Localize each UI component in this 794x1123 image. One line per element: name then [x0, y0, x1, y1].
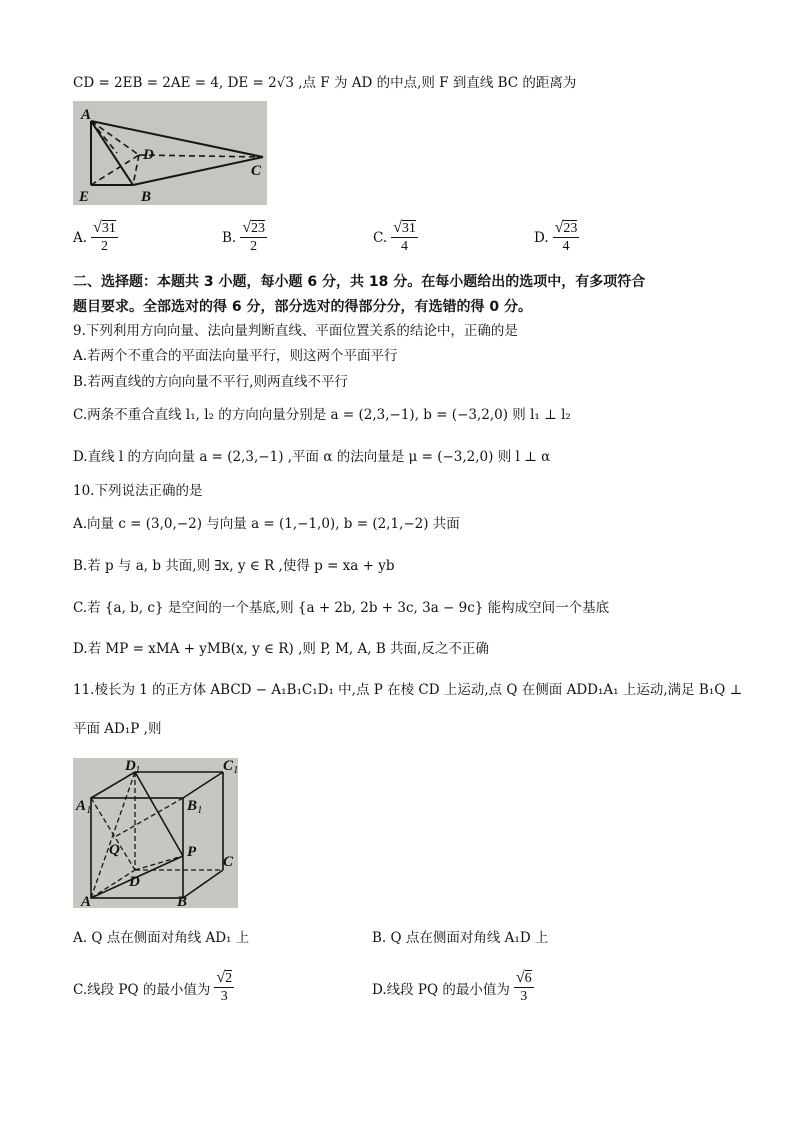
q9-option-d: D.直线 l 的方向向量 a = (2,3,−1) ,平面 α 的法向量是 μ = (−3,2,0) 则 l ⊥ α: [73, 449, 551, 465]
q8-option-b: [222, 220, 267, 255]
option-text: D.线段 PQ 的最小值为: [372, 981, 510, 998]
q10-option-d: D.若 MP = xMA + yMB(x, y ∈ R) ,则 P, M, A, B 共面,反之不正确: [73, 641, 489, 657]
q11-label-a1: A: [76, 798, 87, 814]
q11-option-b: B. Q 点在侧面对角线 A₁D 上: [372, 930, 549, 946]
q8-option-d: [534, 220, 579, 255]
q8-label-a: A: [81, 107, 92, 123]
q11-label-d: D: [129, 874, 140, 890]
section2-line2: 题目要求。全部选对的得 6 分，部分选对的得部分分，有选错的得 0 分。: [73, 299, 532, 315]
subscript: 1: [233, 764, 238, 776]
subscript: 1: [135, 764, 141, 776]
option-label: D.: [534, 229, 549, 246]
subscript: 1: [86, 804, 92, 816]
q11-label-q: Q: [109, 842, 120, 858]
numerator: 31: [101, 221, 116, 236]
fraction: √ 31 2: [93, 219, 116, 254]
numerator: 31: [401, 221, 416, 236]
q11-label-c: C: [223, 854, 234, 870]
q11-figure-svg: [73, 758, 238, 908]
numerator: 23: [563, 221, 578, 236]
q11-option-d: [372, 970, 534, 1005]
q11-label-d1: D: [125, 758, 136, 774]
q9-stem: 9.下列利用方向向量、法向量判断直线、平面位置关系的结论中，正确的是: [73, 323, 518, 339]
q8-label-d: D: [143, 147, 154, 163]
q11-option-c: [73, 970, 234, 1005]
q9-option-a: A.若两个不重合的平面法向量平行，则这两个平面平行: [73, 348, 398, 364]
q8-label-c: C: [251, 163, 262, 179]
q11-label-b1: B: [187, 798, 198, 814]
denominator: 2: [250, 239, 258, 254]
q11-stem: 11.棱长为 1 的正方体 ABCD − A₁B₁C₁D₁ 中,点 P 在棱 CD 上运动,点 Q 在侧面 ADD₁A₁ 上运动,满足 B₁Q ⊥: [73, 682, 743, 698]
q9-option-c: C.两条不重合直线 l₁, l₂ 的方向向量分别是 a = (2,3,−1), b = (−3,2,0) 则 l₁ ⊥ l₂: [73, 407, 571, 423]
numerator: 6: [524, 971, 532, 986]
denominator: 3: [520, 989, 528, 1004]
q8-figure: [73, 101, 267, 205]
q9-option-b: B.若两直线的方向向量不平行,则两直线不平行: [73, 374, 349, 390]
q11-figure: [73, 758, 238, 908]
numerator: 2: [225, 971, 233, 986]
denominator: 2: [100, 239, 108, 254]
q10-option-a: A.向量 c = (3,0,−2) 与向量 a = (1,−1,0), b = (2,1,−2) 共面: [73, 516, 460, 532]
option-label: C.: [373, 229, 388, 246]
fraction: √ 23 2: [242, 219, 265, 254]
q11-label-a: A: [81, 894, 92, 908]
q8-label-b: B: [141, 189, 152, 205]
q11-label-c1: C: [223, 758, 234, 774]
q8-option-c: [373, 220, 418, 255]
denominator: 4: [562, 239, 570, 254]
q10-option-c: C.若 {a, b, c} 是空间的一个基底,则 {a + 2b, 2b + 3c, 3a − 9c} 能构成空间一个基底: [73, 600, 610, 616]
fraction: √ 23 4: [554, 219, 578, 254]
q8-stem: CD = 2EB = 2AE = 4, DE = 2√3 ,点 F 为 AD 的中点,则 F 到直线 BC 的距离为: [73, 75, 577, 91]
q11-label-b: B: [177, 894, 188, 908]
option-label: B.: [222, 229, 237, 246]
q10-stem: 10.下列说法正确的是: [73, 483, 203, 499]
q10-option-b: B.若 p 与 a, b 共面,则 ∃x, y ∈ R ,使得 p = xa + yb: [73, 558, 395, 574]
section2-line1: 二、选择题：本题共 3 小题，每小题 6 分，共 18 分。在每小题给出的选项中，有多项符合: [73, 274, 646, 290]
denominator: 3: [220, 989, 228, 1004]
option-label: A.: [73, 229, 88, 246]
q11-stem2: 平面 AD₁P ,则: [73, 721, 162, 737]
fraction: √ 6 3: [515, 969, 532, 1004]
q8-option-a: [73, 220, 118, 255]
q8-label-e: E: [79, 189, 90, 205]
option-text: C.线段 PQ 的最小值为: [73, 981, 211, 998]
numerator: 23: [251, 221, 265, 236]
fraction: √ 2 3: [216, 969, 233, 1004]
q11-label-p: P: [187, 844, 197, 860]
q8-figure-svg: [73, 101, 267, 205]
subscript: 1: [197, 804, 203, 816]
denominator: 4: [401, 239, 409, 254]
q11-option-a: A. Q 点在侧面对角线 AD₁ 上: [73, 930, 250, 946]
fraction: √ 31 4: [393, 219, 416, 254]
